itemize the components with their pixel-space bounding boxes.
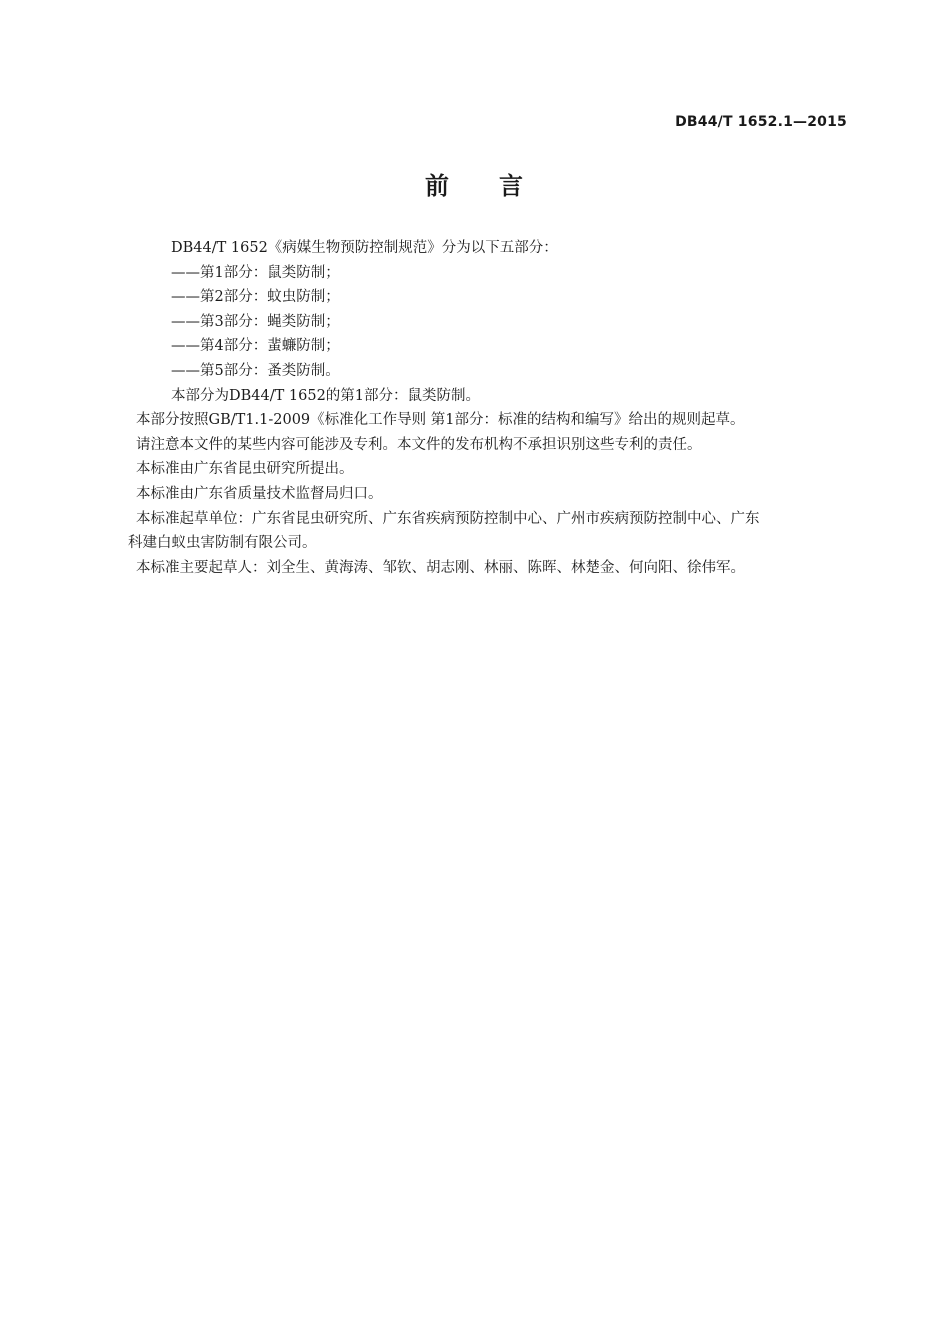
part-item-4: ——第4部分：蜚蠊防制； — [171, 338, 340, 355]
drafting-rules-paragraph: 本部分按照GB/T1.1-2009《标准化工作导则 第1部分：标准的结构和编写》给出的规则起草。 — [136, 412, 745, 429]
drafting-units-line-2: 科建白蚁虫害防制有限公司。 — [128, 535, 317, 552]
page-title — [0, 166, 950, 201]
title-char-2: 言 — [499, 172, 525, 200]
document-code: DB44/T 1652.1—2015 — [675, 114, 847, 130]
part-item-5: ——第5部分：蚤类防制。 — [171, 362, 340, 379]
foreword-body — [128, 236, 850, 580]
this-part-line: 本部分为DB44/T 1652的第1部分：鼠类防制。 — [171, 387, 481, 404]
part-item-1: ——第1部分：鼠类防制； — [171, 264, 340, 281]
part-item-3: ——第3部分：蝇类防制； — [171, 313, 340, 330]
part-item-2: ——第2部分：蚊虫防制； — [171, 289, 340, 306]
drafters-paragraph: 本标准主要起草人：刘全生、黄海涛、邹钦、胡志刚、林丽、陈晖、林楚金、何向阳、徐伟军。 — [136, 559, 745, 576]
intro-line: DB44/T 1652《病媒生物预防控制规范》分为以下五部分： — [171, 240, 558, 256]
title-char-1: 前 — [425, 172, 451, 200]
patent-notice-paragraph: 请注意本文件的某些内容可能涉及专利。本文件的发布机构不承担识别这些专利的责任。 — [136, 436, 702, 453]
drafting-units-line-1: 本标准起草单位：广东省昆虫研究所、广东省疾病预防控制中心、广州市疾病预防控制中心、广东 — [136, 510, 760, 527]
proposer-paragraph: 本标准由广东省昆虫研究所提出。 — [136, 461, 354, 478]
centralized-unit-paragraph: 本标准由广东省质量技术监督局归口。 — [136, 485, 383, 502]
